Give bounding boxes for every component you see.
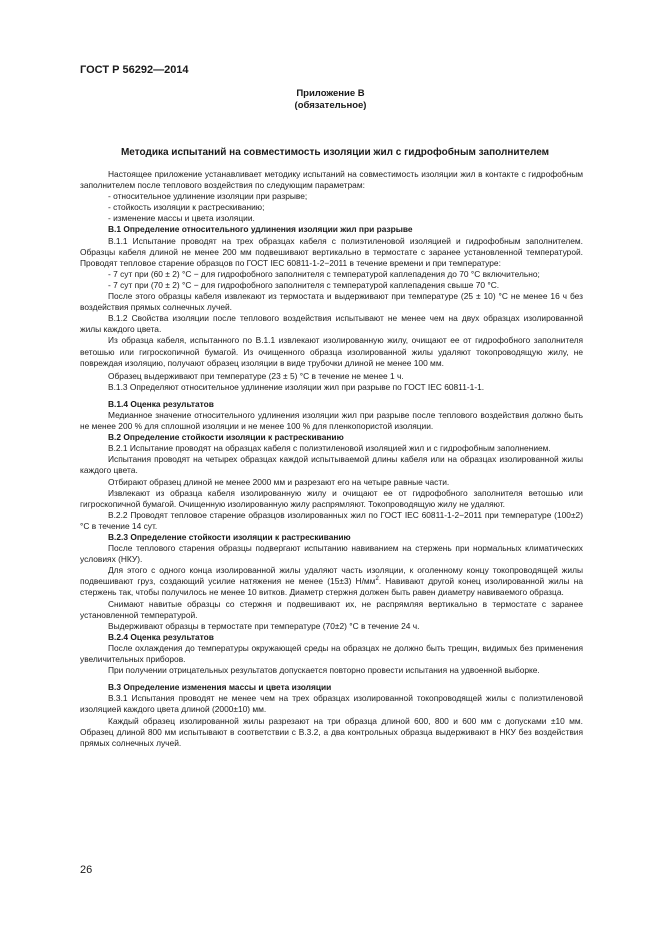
section-heading-b14: В.1.4 Оценка результатов (108, 398, 214, 409)
param-item: - изменение массы и цвета изоляции. (108, 213, 255, 224)
document-body (80, 169, 583, 749)
paragraph: - 7 сут при (60 ± 2) °С − для гидрофобного заполнителя с температурой каплепадения до 70 °С включительно; (108, 268, 540, 279)
paragraph: При получении отрицательных результатов допускается повторно провести испытания на удвоенной выборке. (108, 665, 540, 676)
section-heading-b3: В.3 Определение изменения массы и цвета изоляции (108, 682, 332, 693)
paragraph: Выдерживают образцы в термостате при температуре (70±2) °С в течение 24 ч. (108, 620, 420, 631)
text-segment: Для этого с одного конца изолированной жилы удаляют часть изоляции, к оголенному концу токопроводящей жилы подвешивают груз, создающий усилие натяжения не менее (15±3) Н/мм (80, 565, 583, 587)
document-code: ГОСТ Р 56292—2014 (80, 64, 189, 76)
paragraph (80, 565, 583, 598)
section-heading-b2: В.2 Определение стойкости изоляции к растрескиванию (108, 432, 344, 443)
annex-title: Приложение В (296, 88, 365, 99)
paragraph: В.3.1 Испытания проводят не менее чем на трех образцах изолированной токопроводящей жилы с полиэтиленовой изоляцией каждого цвета длиной (2000±10) мм. (80, 693, 583, 715)
text-segment: . Навивают другой конец изолированной жилы на стержень так, чтобы получилось не менее 10 витков. Диаметр стержня должен быть равен диаметру навиваемого образца. (80, 576, 583, 598)
paragraph: После охлаждения до температуры окружающей среды на образцах не должно быть трещин, видимых без применения увеличительных приборов. (80, 642, 583, 665)
paragraph: Медианное значение относительного удлинения изоляции жил при разрыве после теплового воздействия должно быть не менее 200 % для сплошной изоляции и не менее 100 % для пленкопористой изоляции. (80, 409, 583, 432)
annex-status: (обязательное) (294, 100, 367, 111)
paragraph: Образец выдерживают при температуре (23 ± 5) °С в течение не менее 1 ч. (108, 370, 404, 381)
paragraph: Извлекают из образца кабеля изолированную жилу и очищают ее от гидрофобного заполнителя ветошью или гигроскопичной бумагой. Очищенную изолированную жилу распрямляют. Токопроводящую жилу не удаляют. (80, 487, 583, 509)
document-title: Методика испытаний на совместимость изоляции жил с гидрофобным заполнителем (120, 147, 550, 158)
paragraph: Испытания проводят на четырех образцах каждой испытываемой длины кабеля или на образцах изолированной жилы каждого цвета. (80, 454, 583, 476)
paragraph: - 7 сут при (70 ± 2) °С − для гидрофобного заполнителя с температурой каплепадения свыше 70 °С. (108, 279, 500, 290)
paragraph: В.1.2 Свойства изоляции после теплового воздействия испытывают не менее чем на двух образцах изолированной жилы каждого цвета. (80, 313, 583, 335)
superscript: 2 (375, 576, 379, 583)
paragraph: В.1.1 Испытание проводят на трех образцах кабеля с полиэтиленовой изоляцией и гидрофобным заполнителем. Образцы кабеля длиной не менее 200 мм подвешивают вертикально в термостате с заранее установленной температурой. Проводят тепловое старение образцов по ГОСТ IEC 60811-1-2−2011 в течение времени и при температуре: (80, 235, 583, 268)
paragraph: После этого образцы кабеля извлекают из термостата и выдерживают при температуре (25 ± 10) °С не менее 16 ч без воздействия прямых солнечных лучей. (80, 291, 583, 313)
annex-heading (0, 88, 661, 112)
section-heading-b23: В.2.3 Определение стойкости изоляции к растрескиванию (108, 532, 351, 542)
paragraph: В.1.3 Определяют относительное удлинение изоляции жил при разрыве по ГОСТ IEC 60811-1-1. (108, 381, 485, 392)
intro-paragraph: Настоящее приложение устанавливает методику испытаний на совместимость изоляции жил в контакте с гидрофобным заполнителем после теплового воздействия по следующим параметрам: (80, 169, 583, 191)
paragraph: В.2.1 Испытание проводят на образцах кабеля с полиэтиленовой изоляцией жил и с гидрофобным заполнением. (108, 443, 551, 454)
paragraph: Из образца кабеля, испытанного по В.1.1 извлекают изолированную жилу, очищают ее от гидрофобного заполнителя ветошью или гигроскопичной бумагой. Из очищенного образца изолированной жилы удаляют токопроводящую жилу, не повреждая изоляцию, получают образец изоляции в виде трубочки длиной не менее 100 мм. (80, 335, 583, 368)
section-heading-b24: В.2.4 Оценка результатов (108, 631, 214, 642)
param-item: - стойкость изоляции к растрескиванию; (108, 202, 265, 213)
page-number: 26 (80, 864, 93, 876)
paragraph: В.2.2 Проводят тепловое старение образцов изолированных жил по ГОСТ IEC 60811-1-2−2011 при температуре (100±2) °С в течение 14 сут. (80, 509, 583, 531)
paragraph: Каждый образец изолированной жилы разрезают на три образца длиной 600, 800 и 600 мм с допусками ±10 мм. Образец длиной 800 мм испытывают в соответствии с В.3.2, а два контрольных образца выдерживают в НКУ без воздействия прямых солнечных лучей. (80, 715, 583, 748)
paragraph: Отбирают образец длиной не менее 2000 мм и разрезают его на четыре равные части. (108, 476, 450, 487)
section-heading-b1: В.1 Определение относительного удлинения изоляции жил при разрыве (108, 224, 413, 235)
paragraph: Снимают навитые образцы со стержня и подвешивают их, не распрямляя вертикально в термостате с заранее установленной температурой. (80, 598, 583, 620)
paragraph: После теплового старения образцы подвергают испытанию навиванием на стержень при нормальных климатических условиях (НКУ). (80, 543, 583, 565)
param-item: - относительное удлинение изоляции при разрыве; (108, 191, 308, 202)
